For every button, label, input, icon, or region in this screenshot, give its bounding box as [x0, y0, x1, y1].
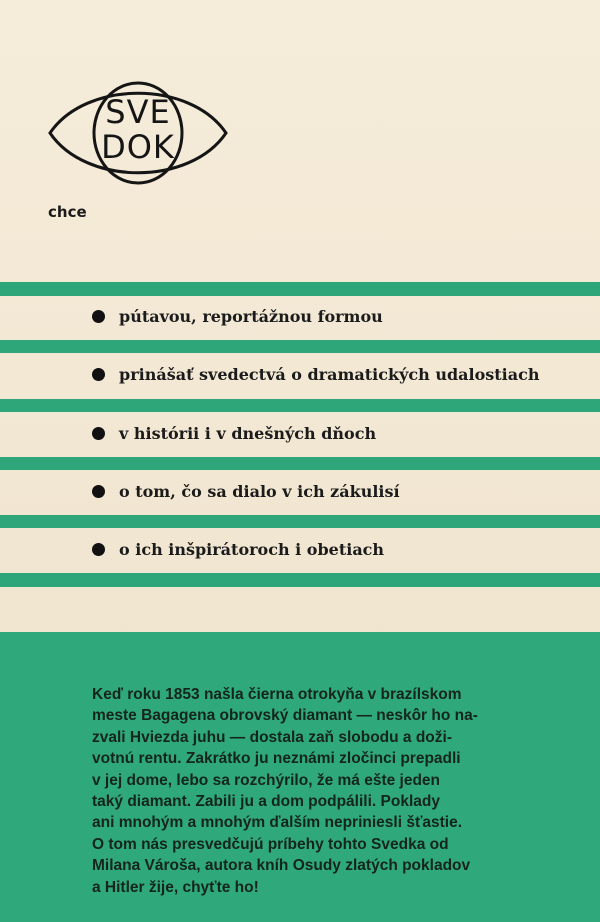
logo-text-top: SVE: [105, 93, 171, 131]
intro-word: chce: [48, 203, 87, 221]
bullet-icon: [92, 368, 105, 381]
description-line: ani mnohým a mnohým ďalším nepriniesli šťastie.: [92, 814, 463, 832]
list-item: [92, 536, 384, 562]
description-line: zvali Hviezda juhu — dostala zaň slobodu a doži-: [92, 728, 452, 746]
description-line: a Hitler žije, chyťte ho!: [92, 878, 259, 896]
list-item-text: o ich inšpirátoroch i obetiach: [119, 539, 385, 559]
bullet-icon: [92, 485, 105, 498]
description-line: taký diamant. Zabili ju a dom podpálili. Poklady: [92, 793, 440, 811]
list-item-text: prinášať svedectvá o dramatických udalostiach: [119, 364, 540, 384]
logo-text-bottom: DOK: [101, 128, 175, 166]
description-line: Milana Vároša, autora kníh Osudy zlatých pokladov: [92, 857, 471, 875]
svedok-logo: [46, 78, 230, 188]
divider-stripe: [0, 399, 600, 412]
description-line: meste Bagagena obrovský diamant — neskôr ho na-: [92, 707, 478, 725]
divider-stripe: [0, 573, 600, 587]
divider-stripe: [0, 340, 600, 353]
divider-stripe: [0, 457, 600, 470]
description-line: O tom nás presvedčujú príbehy tohto Svedka od: [92, 835, 449, 853]
list-item: [92, 303, 383, 329]
bullet-icon: [92, 310, 105, 323]
list-item: [92, 478, 400, 504]
divider-stripe: [0, 282, 600, 296]
list-item-text: v histórii i v dnešných dňoch: [119, 423, 377, 443]
description-text: [92, 684, 562, 898]
bullet-icon: [92, 427, 105, 440]
bullet-icon: [92, 543, 105, 556]
list-item: [92, 361, 539, 387]
description-line: Keď roku 1853 našla čierna otrokyňa v brazílskom: [92, 686, 462, 703]
divider-stripe: [0, 515, 600, 528]
description-line: votnú rentu. Zakrátko ju neznámi zločinci prepadli: [92, 750, 461, 768]
list-item-text: o tom, čo sa dialo v ich zákulisí: [119, 481, 400, 501]
description-line: v jej dome, lebo sa rozchýrilo, že má ešte jeden: [92, 771, 441, 789]
list-item-text: pútavou, reportážnou formou: [119, 306, 383, 326]
list-item: [92, 420, 376, 446]
